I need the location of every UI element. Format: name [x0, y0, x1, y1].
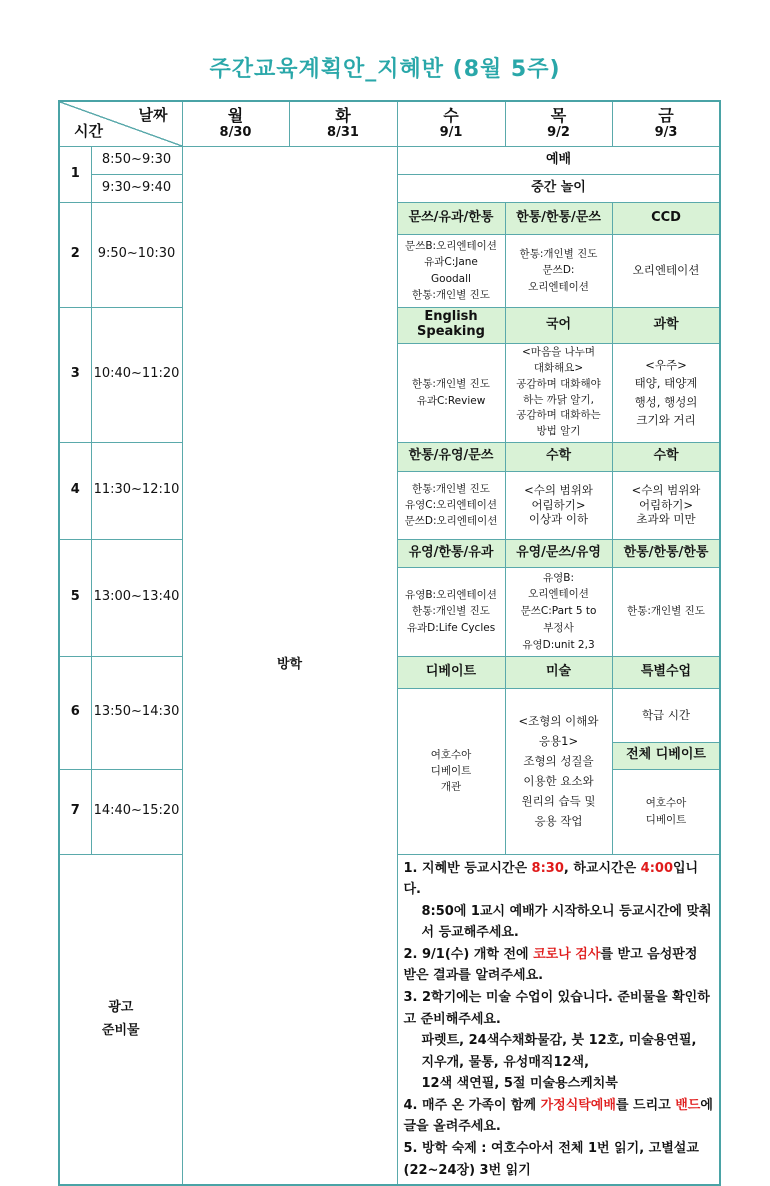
break-cell: 중간 놀이	[397, 174, 720, 202]
period-number: 2	[59, 202, 91, 307]
note-3: 3. 2학기에는 미술 수업이 있습니다. 준비물을 확인하고 준비해주세요.	[403, 989, 710, 1027]
period-number: 6	[59, 656, 91, 769]
day-header-thu: 목 9/2	[505, 101, 612, 146]
detail-cell: 유영B: 오리엔테이션 문쓰C:Part 5 to 부정사 유영D:unit 2,3	[505, 567, 612, 656]
subject-cell: 유영/한통/유과	[397, 539, 505, 567]
period-number: 5	[59, 539, 91, 656]
period-time: 11:30~12:10	[91, 442, 182, 539]
detail-cell: 학급 시간	[612, 688, 720, 742]
subject-cell: 한통/한통/한통	[612, 539, 720, 567]
worship-cell: 예배	[397, 146, 720, 174]
subject-cell: 수학	[612, 442, 720, 471]
detail-cell: 여호수아 디베이트	[612, 769, 720, 854]
detail-cell: 문쓰B:오리엔테이션 유과C:Jane Goodall 한통:개인별 진도	[397, 234, 505, 307]
subject-cell: 전체 디베이트	[612, 742, 720, 769]
corner-cell	[59, 101, 182, 146]
page-title: 주간교육계획안_지혜반 (8월 5주)	[209, 57, 561, 82]
subject-cell: 유영/문쓰/유영	[505, 539, 612, 567]
day-header-wed: 수 9/1	[397, 101, 505, 146]
period-number: 4	[59, 442, 91, 539]
detail-cell: <수의 범위와 어림하기> 초과와 미만	[612, 471, 720, 539]
table-row	[59, 146, 720, 174]
subject-cell: 한통/한통/문쓰	[505, 202, 612, 234]
detail-cell: <우주> 태양, 태양계 행성, 행성의 크기와 거리	[612, 343, 720, 442]
subject-cell: 미술	[505, 656, 612, 688]
period-number: 3	[59, 307, 91, 442]
note-1: 1. 지혜반 등교시간은 8:30, 하교시간은 4:00입니다.	[403, 860, 699, 898]
note-3-cont: 파렛트, 24색수채화물감, 붓 12호, 미술용연필, 지우개, 물통, 유성매직12색,	[421, 1033, 697, 1070]
period-time: 10:40~11:20	[91, 307, 182, 442]
period-time: 8:50~9:30	[91, 146, 182, 174]
period-time: 13:50~14:30	[91, 656, 182, 769]
subject-cell: 과학	[612, 307, 720, 343]
detail-cell: 여호수아 디베이트 개관	[397, 688, 505, 854]
note-5: 5. 방학 숙제 : 여호수아서 전체 1번 읽기, 고별설교(22~24장) 3번 읽기	[403, 1141, 699, 1178]
header-row	[59, 101, 720, 146]
day-header-mon: 월 8/30	[182, 101, 289, 146]
note-1-cont: 8:50에 1교시 예배가 시작하오니 등교시간에 맞춰서 등교해주세요.	[421, 903, 712, 941]
day-header-fri: 금 9/3	[612, 101, 720, 146]
notes-label: 광고 준비물	[59, 854, 182, 1185]
detail-cell: 오리엔테이션	[612, 234, 720, 307]
day-header-tue: 화 8/31	[289, 101, 397, 146]
detail-cell: 한통:개인별 진도 문쓰D: 오리엔테이션	[505, 234, 612, 307]
time-label: 시간	[74, 121, 103, 140]
subject-cell: 한통/유영/문쓰	[397, 442, 505, 471]
notes-content	[397, 854, 720, 1185]
subject-cell: 국어	[505, 307, 612, 343]
period-time: 14:40~15:20	[91, 769, 182, 854]
period-number: 7	[59, 769, 91, 854]
subject-cell: 특별수업	[612, 656, 720, 688]
subject-cell: 디베이트	[397, 656, 505, 688]
detail-cell: 한통:개인별 진도 유영C:오리엔테이션 문쓰D:오리엔테이션	[397, 471, 505, 539]
subject-cell: English Speaking	[397, 307, 505, 343]
note-3-cont: 12색 색연필, 5절 미술용스케치북	[421, 1076, 618, 1092]
vacation-cell: 방학	[182, 146, 397, 1185]
schedule-table	[58, 100, 721, 1186]
detail-cell: 한통:개인별 진도 유과C:Review	[397, 343, 505, 442]
subject-cell: 수학	[505, 442, 612, 471]
date-label: 날짜	[138, 106, 168, 124]
period-time: 13:00~13:40	[91, 539, 182, 656]
note-2: 2. 9/1(수) 개학 전에 코로나 검사를 받고 음성판정 받은 결과를 알려주세요.	[403, 946, 698, 984]
detail-cell: <조형의 이해와 응용1> 조형의 성질을 이용한 요소와 원리의 습득 및 응용 작업	[505, 688, 612, 854]
detail-cell: <마음을 나누며 대화해요> 공감하며 대화해야 하는 까닭 알기, 공감하며 대화하는 방법 알기	[505, 343, 612, 442]
note-4: 4. 매주 온 가족이 함께 가정식탁예배를 드리고 밴드에 글을 올려주세요.	[403, 1097, 713, 1135]
detail-cell: 유영B:오리엔테이션 한통:개인별 진도 유과D:Life Cycles	[397, 567, 505, 656]
period-time: 9:50~10:30	[91, 202, 182, 307]
detail-cell: 한통:개인별 진도	[612, 567, 720, 656]
subject-cell: CCD	[612, 202, 720, 234]
period-time: 9:30~9:40	[91, 174, 182, 202]
subject-cell: 문쓰/유과/한통	[397, 202, 505, 234]
period-number: 1	[59, 146, 91, 202]
detail-cell: <수의 범위와 어림하기> 이상과 이하	[505, 471, 612, 539]
